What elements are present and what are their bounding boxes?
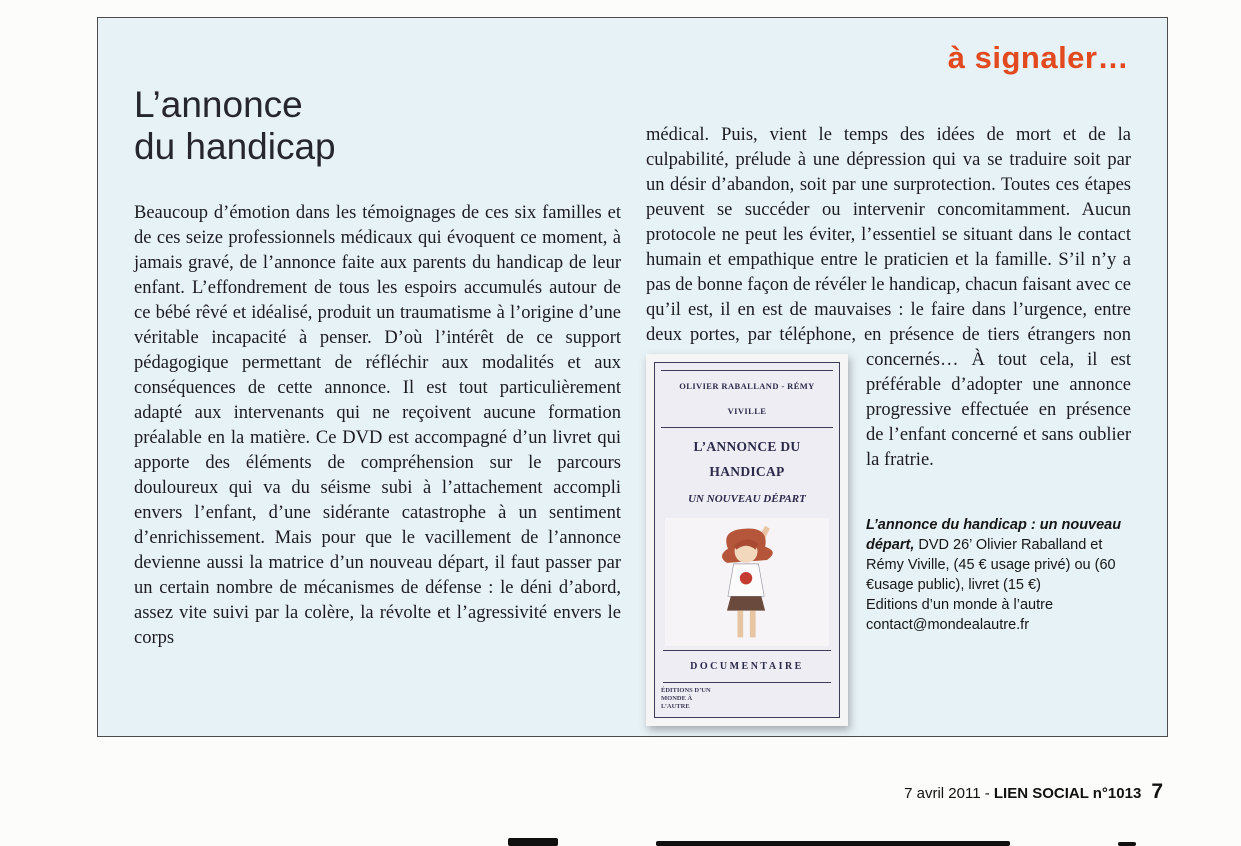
caption-publisher: Editions d’un monde à l’autre [866, 597, 1054, 613]
scan-artifact [508, 838, 558, 846]
section-header: à signaler… [947, 40, 1129, 75]
dvd-cover [654, 362, 840, 718]
article-title-line1: L’annonce [134, 84, 303, 125]
page-footer [904, 780, 1163, 804]
caption-contact-email: contact@mondealautre.fr [866, 617, 1030, 633]
child-drawing-icon [687, 520, 807, 644]
right-column [646, 123, 1131, 732]
footer-date: 7 avril 2011 - [904, 785, 994, 802]
dvd-cover-illustration [665, 518, 829, 646]
dvd-genre-label: DOCUMENTAIRE [663, 650, 831, 683]
scan-artifact [1118, 842, 1136, 846]
dvd-publisher-logo: ÉDITIONS D’UN MONDE À L’AUTRE [661, 687, 711, 710]
article-title [134, 84, 336, 168]
right-column-text-part2: cela, il est préférable d’adopter une annonce progressive effectuée en présence de l’enfant concerné et sans oublier la fratrie. [866, 350, 1131, 470]
left-column [134, 201, 621, 651]
caption-body: DVD 26’ Olivier Raballand et Rémy Viville, (45 € usage privé) ou (60 €usage public), livret (15 €) [866, 537, 1116, 593]
footer-journal-name: LIEN SOCIAL n°1013 [993, 785, 1142, 802]
left-column-text: Beaucoup d’émotion dans les témoignages de ces six familles et de ces seize professionnels médicaux qui évoquent ce moment, à jamais gravé, de l’annonce faite aux parents du handicap de leur enfant. L’effondrement de tous les espoirs accumulés autour de ce bébé rêvé et idéalisé, produit un traumatisme à l’origine d’une véritable incapacité à penser. D’où l’intérêt de ce support pédagogique permettant de réfléchir aux modalités et aux conséquences de cette annonce. Il est tout particulièrement adapté aux intervenants qui ne reçoivent aucune formation préalable en la matière. Ce DVD est accompagné d’un livret qui apporte des éléments de compréhension sur le parcours douloureux qui va du séisme subi à l’attachement accompli envers l’enfant, d’une sidérante catastrophe à un sentiment d’enrichissement. Mais pour que le vacillement de l’annonce devienne aussi la matrice d’un nouveau départ, il faut passer par un certain nombre de mécanismes de défense : le déni d’abord, assez vite suivi par la colère, la révolte et l’agressivité envers le corps [134, 203, 621, 648]
article-box [97, 17, 1168, 737]
dvd-cover-photo [646, 354, 848, 726]
dvd-subtitle: UN NOUVEAU DÉPART [688, 493, 806, 505]
dvd-authors: OLIVIER RABALLAND - RÉMY VIVILLE [661, 370, 833, 428]
article-title-line2: du handicap [134, 126, 336, 167]
right-column-text-part1: médical. Puis, vient le temps des idées de mort et de la culpabilité, prélude à une dépression qui va se traduire soit par un désir d’abandon, soit par une surprotection. Toutes ces étapes peuvent se succéder ou intervenir concomitamment. Aucun protocole ne peut les éviter, l’essentiel se situant dans le contact humain et empathique entre le praticien et la famille. S’il n’y a pas de bonne façon de révéler le handicap, chacun faisant avec ce qu’il est, il en est de mauvaises : le faire dans l’urgence, entre deux portes, par téléphone, en présence de tiers étrangers non concernés… À tout [646, 125, 1131, 370]
scan-artifact [656, 841, 1010, 846]
footer-page-number: 7 [1151, 780, 1163, 803]
caption-title: L’annonce du handicap : un nouveau départ, [866, 517, 1122, 553]
dvd-title: L’ANNONCE DU HANDICAP [693, 439, 801, 479]
